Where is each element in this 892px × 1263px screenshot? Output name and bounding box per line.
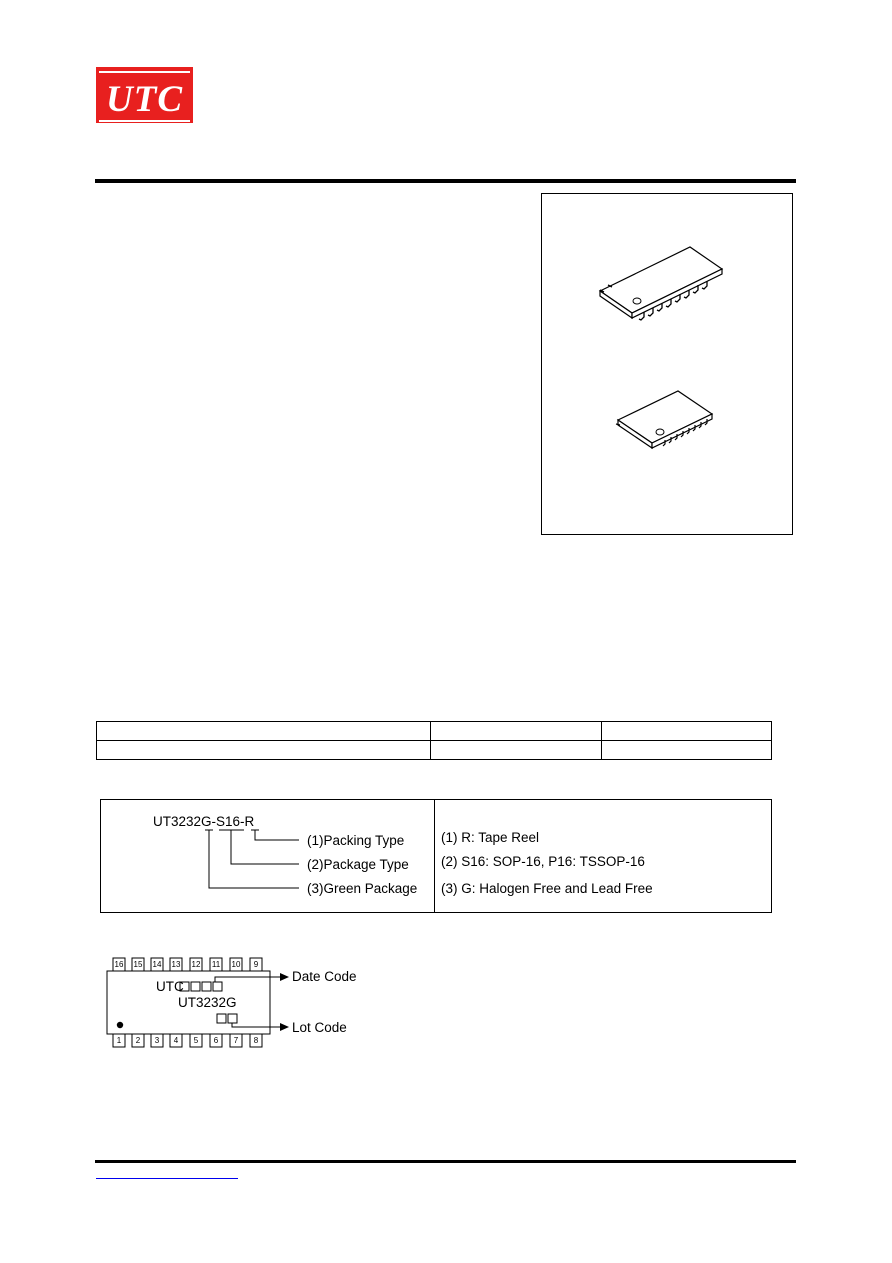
marking-diagram xyxy=(104,955,364,1050)
pin-number: 15 xyxy=(133,960,143,969)
pin-number: 1 xyxy=(116,1036,122,1045)
table-row xyxy=(97,741,772,760)
pin-number: 6 xyxy=(213,1036,219,1045)
table-cell xyxy=(431,722,602,741)
date-code-label: Date Code xyxy=(292,969,357,984)
part-number-divider xyxy=(434,800,435,912)
pin-number: 12 xyxy=(191,960,201,969)
pin-number: 14 xyxy=(152,960,162,969)
pin-number: 16 xyxy=(114,960,124,969)
table-cell xyxy=(602,722,772,741)
pin-number: 4 xyxy=(173,1036,179,1045)
table-row xyxy=(97,722,772,741)
logo-text: UTC xyxy=(106,79,183,120)
package-images-box xyxy=(541,193,793,535)
pin-number: 10 xyxy=(231,960,241,969)
sop16-package-image xyxy=(600,247,722,320)
package-drawings xyxy=(542,194,792,534)
pin-number: 3 xyxy=(154,1036,160,1045)
package-type-description: (2) S16: SOP-16, P16: TSSOP-16 xyxy=(441,854,645,869)
pin-number: 2 xyxy=(135,1036,141,1045)
table-cell xyxy=(97,741,431,760)
footer-rule xyxy=(95,1160,796,1163)
pin-number: 8 xyxy=(253,1036,259,1045)
packing-type-label: (1)Packing Type xyxy=(307,833,405,848)
table-cell xyxy=(431,741,602,760)
pin-number: 13 xyxy=(171,960,181,969)
marking-brand: UTC xyxy=(156,979,184,994)
website-link[interactable] xyxy=(96,1178,238,1179)
table-cell xyxy=(97,722,431,741)
table-cell xyxy=(602,741,772,760)
packing-type-description: (1) R: Tape Reel xyxy=(441,830,540,845)
marking-device: UT3232G xyxy=(178,995,237,1010)
tssop16-package-image xyxy=(616,391,712,448)
ordering-table xyxy=(96,721,772,760)
utc-logo xyxy=(96,67,193,123)
package-type-label: (2)Package Type xyxy=(307,857,409,872)
pin-number: 9 xyxy=(253,960,259,969)
header-rule xyxy=(95,179,796,183)
green-package-label: (3)Green Package xyxy=(307,881,418,896)
logo-frame xyxy=(99,71,190,122)
green-package-description: (3) G: Halogen Free and Lead Free xyxy=(441,881,653,896)
pin-number: 5 xyxy=(193,1036,199,1045)
pin-number: 11 xyxy=(211,960,221,969)
part-number-example: UT3232G-S16-R xyxy=(153,814,255,829)
lot-code-label: Lot Code xyxy=(292,1020,347,1035)
part-number-box xyxy=(100,799,772,913)
pin-number: 7 xyxy=(233,1036,239,1045)
